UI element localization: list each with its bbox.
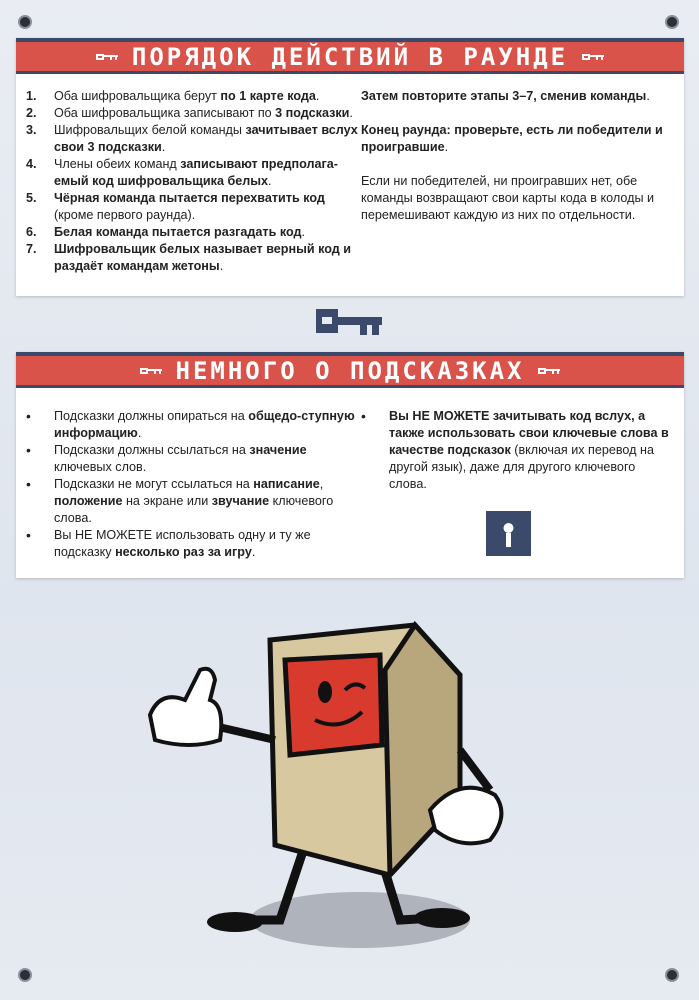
key-icon (140, 367, 162, 375)
text: на экране или (122, 494, 212, 508)
list-item (26, 122, 361, 156)
hints-panel (16, 352, 684, 578)
item-text (54, 224, 305, 241)
list-item (26, 190, 361, 224)
list-item (26, 527, 361, 561)
text: . (268, 174, 272, 188)
screw-icon (665, 968, 679, 982)
text: . (315, 89, 320, 103)
list-item (26, 224, 361, 241)
hints-forbidden-list (361, 408, 674, 493)
bullet: • (26, 476, 31, 492)
item-text (389, 408, 674, 493)
text: (кроме первого раунда). (54, 208, 196, 222)
list-item (361, 408, 674, 493)
paragraph (361, 122, 674, 156)
bold-text: звучание (211, 494, 270, 508)
bold-text: положение (54, 494, 123, 508)
item-text (54, 241, 361, 275)
item-text (54, 105, 353, 122)
item-text (54, 156, 361, 190)
round-order-panel (16, 38, 684, 296)
round-end-notes (361, 88, 674, 275)
bold-text: зачитывает вслух свои 3 подсказки (54, 123, 358, 154)
text: . (646, 89, 650, 103)
bold-text: записывают предполага-емый код шифровальщика белых (54, 157, 338, 188)
section-title: НЕМНОГО О ПОДСКАЗКАХ (175, 356, 525, 385)
bold-text: несколько раз за игру (115, 545, 252, 559)
list-item (26, 88, 361, 105)
bold-text: Конец раунда: проверьте, есть ли победители и проигравшие (361, 123, 663, 154)
key-icon (582, 53, 604, 61)
hints-list (26, 408, 361, 561)
screw-icon (665, 15, 679, 29)
info-icon (486, 511, 531, 556)
text: Если ни победителей, ни проигравших нет, обе команды возвращают свои карты кода в колоды и перемешивают каждую из них по отдельности. (361, 174, 655, 222)
bullet: • (26, 408, 31, 424)
item-text (54, 88, 319, 105)
list-item (26, 105, 361, 122)
paragraph (361, 88, 674, 105)
bold-text: Белая команда пытается разгадать код (54, 225, 302, 239)
bold-text: по 1 карте кода (220, 89, 316, 103)
bold-text: Чёрная команда пытается перехватить код (54, 191, 325, 205)
screw-icon (18, 15, 32, 29)
step-number: 5. (26, 191, 37, 205)
text: ключевых слов. (54, 460, 147, 474)
text: . (137, 426, 142, 440)
bold-text: 3 подсказки (275, 106, 350, 120)
step-number: 2. (26, 106, 37, 120)
text: Члены обеих команд (54, 157, 181, 171)
step-number: 6. (26, 225, 37, 239)
mascot-computer-illustration (130, 600, 530, 960)
item-text (54, 442, 361, 476)
bullet: • (361, 408, 366, 424)
step-number: 3. (26, 123, 37, 137)
text: Оба шифровальщика записывают по (54, 106, 276, 120)
text: . (161, 140, 166, 154)
item-text (361, 174, 654, 222)
bold-text: написание (253, 477, 320, 491)
step-number: 4. (26, 157, 37, 171)
text: Подсказки должны опираться на (54, 409, 249, 423)
bold-text: значение (249, 443, 307, 457)
steps-list (26, 88, 361, 275)
key-icon (538, 367, 560, 375)
bullet: • (26, 442, 31, 458)
key-icon (316, 309, 382, 335)
paragraph (361, 173, 674, 224)
text: Вы НЕ МОЖЕТЕ использовать одну и ту же подсказку (54, 528, 311, 559)
section-title: ПОРЯДОК ДЕЙСТВИЙ В РАУНДЕ (131, 42, 569, 71)
section-header (16, 38, 684, 74)
bold-text: общедо-ступную информацию (54, 409, 355, 440)
text: . (301, 225, 305, 239)
text: Шифровальщих белой команды (54, 123, 246, 137)
item-text (54, 190, 361, 224)
text: . (444, 140, 449, 154)
step-number: 7. (26, 242, 37, 256)
text: Подсказки не могут ссылаться на (54, 477, 254, 491)
screw-icon (18, 968, 32, 982)
list-item (26, 156, 361, 190)
list-item (26, 442, 361, 476)
item-text (54, 408, 361, 442)
text: Оба шифровальщика берут (54, 89, 221, 103)
bold-text: Вы НЕ МОЖЕТЕ зачитывать код вслух, а также использовать свои ключевые слова в качестве подсказок (389, 409, 669, 457)
text: (включая их перевод на другой язык), даже для другого ключевого слова. (389, 443, 654, 491)
item-text (361, 123, 663, 154)
text: . (219, 259, 224, 273)
bold-text: Затем повторите этапы 3–7, сменив команды (361, 89, 647, 103)
bullet: • (26, 527, 31, 543)
item-text (54, 476, 361, 527)
text: Подсказки должны ссылаться на (54, 443, 250, 457)
text: . (251, 545, 256, 559)
text: ключевого слова. (54, 494, 334, 525)
item-text (54, 122, 361, 156)
list-item (26, 241, 361, 275)
item-text (54, 527, 361, 561)
text: . (349, 106, 353, 120)
list-item (26, 476, 361, 527)
section-header (16, 352, 684, 388)
item-text (361, 89, 650, 103)
key-icon (96, 53, 118, 61)
list-item (26, 408, 361, 442)
step-number: 1. (26, 89, 37, 103)
bold-text: Шифровальщик белых называет верный код и раздаёт командам жетоны (54, 242, 351, 273)
text: , (319, 477, 324, 491)
